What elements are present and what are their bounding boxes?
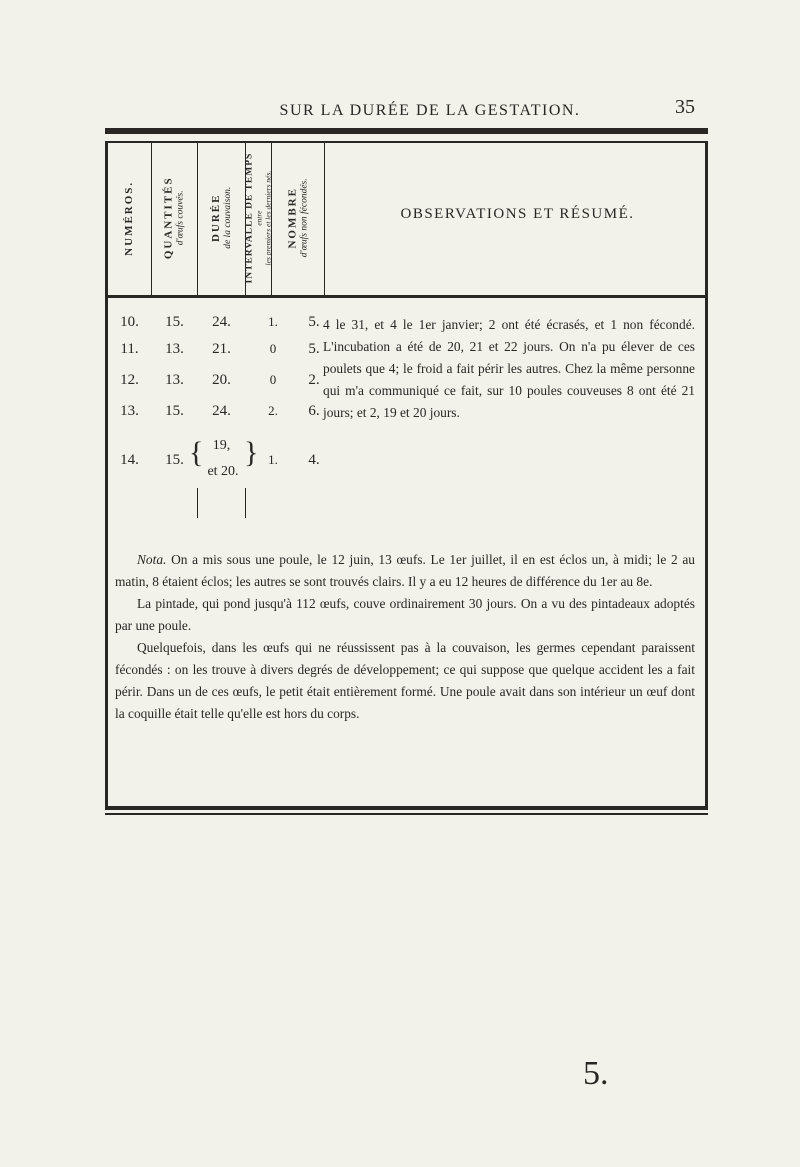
- left-brace: {: [189, 436, 204, 469]
- header-intervalle-sub2: les premiers et les derniers nés.: [262, 170, 272, 266]
- col-divider-5: [324, 142, 325, 295]
- cell-quantite: 15.: [165, 314, 184, 330]
- cell-duree: 21.: [212, 341, 231, 357]
- nota-label: Nota.: [137, 552, 167, 567]
- nota-paragraph-1: On a mis sous une poule, le 12 juin, 13 œufs. Le 1er juillet, il en est éclos un, à midi; le 2 au matin, 8 étaient éclos; les autres se sont trouvés clairs. Il y a eu 12 heures de différence du 1er au 8e.: [115, 552, 695, 589]
- header-duree-label: DURÉE: [209, 193, 222, 243]
- cell-non-fecondes: 5.: [308, 314, 320, 330]
- cell-numero: 14.: [120, 452, 139, 468]
- header-nombre: [272, 148, 324, 288]
- header-numeros-label: NUMÉROS.: [123, 180, 136, 256]
- header-quantites-label: QUANTITÉS: [162, 176, 175, 260]
- cell-intervalle: 0: [269, 372, 277, 387]
- nota-section: [115, 549, 695, 725]
- cell-numero: 13.: [120, 403, 139, 419]
- cell-numero: 10.: [120, 314, 139, 330]
- cell-non-fecondes: 6.: [308, 403, 320, 419]
- cell-intervalle: 1.: [268, 314, 278, 329]
- bottom-rule-thin: [105, 813, 708, 815]
- top-rule-thin: [105, 141, 708, 143]
- header-quantites-sub: d'œufs couvés.: [175, 190, 186, 246]
- cell-quantite: 13.: [165, 372, 184, 388]
- cell-quantite: 15.: [165, 452, 184, 468]
- right-border: [705, 142, 708, 808]
- cell-duree: 24.: [212, 403, 231, 419]
- cell-duree-b: et 20.: [207, 464, 239, 479]
- header-duree: [198, 148, 245, 288]
- cell-duree: 24.: [212, 314, 231, 330]
- observations-text: 4 le 31, et 4 le 1er janvier; 2 ont été écrasés, et 1 non fécondé. L'incubation a été de 20, 21 et 22 jours. On n'a pu élever de ces poulets que 4; le froid a fait périr les autres. Chez la même personne qui m'a communiqué ce fait, sur 10 poules couveuses 8 ont été 21 jours; et 2, 19 et 20 jours.: [323, 317, 695, 420]
- top-rule: [105, 128, 708, 134]
- header-rule: [108, 295, 705, 298]
- cell-intervalle: 2.: [268, 403, 278, 418]
- right-brace: }: [244, 436, 259, 469]
- cell-non-fecondes: 2.: [308, 372, 320, 388]
- header-intervalle: [246, 148, 271, 288]
- cell-intervalle: 0: [269, 341, 277, 356]
- cell-non-fecondes: 4.: [308, 452, 320, 468]
- page-number: 35: [675, 96, 695, 118]
- header-observations: OBSERVATIONS ET RÉSUMÉ.: [400, 206, 635, 222]
- signature-mark: 5.: [583, 1055, 609, 1092]
- cell-quantite: 13.: [165, 341, 184, 357]
- header-nombre-sub: d'œufs non fécondés.: [298, 178, 309, 258]
- header-intervalle-sub: entre: [254, 210, 264, 226]
- nota-paragraph-3: Quelquefois, dans les œufs qui ne réussissent pas à la couvaison, les germes cependant paraissent fécondés : on les trouve à divers degrés de développement; ce qui suppose que quelque accident les a fait périr. Dans un de ces œufs, le petit était entièrement formé. Une poule avait dans son intérieur un œuf dont la coquille était telle qu'elle est hors du corps.: [115, 640, 695, 721]
- gestation-table: [105, 128, 708, 817]
- nota-paragraph-2: La pintade, qui pond jusqu'à 112 œufs, couve ordinairement 30 jours. On a vu des pintadeaux adoptés par une poule.: [115, 596, 695, 633]
- cell-intervalle: 1.: [268, 452, 278, 467]
- header-intervalle-label: INTERVALLE DE TEMPS: [244, 152, 255, 284]
- header-numeros: [108, 148, 151, 288]
- body-divider-3: [245, 488, 246, 518]
- header-duree-sub: de la couvaison.: [222, 186, 233, 250]
- bottom-rule: [105, 806, 708, 810]
- cell-non-fecondes: 5.: [308, 341, 320, 357]
- cell-numero: 12.: [120, 372, 139, 388]
- cell-duree: 19,: [212, 438, 231, 453]
- cell-duree: 20.: [212, 372, 231, 388]
- cell-quantite: 15.: [165, 403, 184, 419]
- cell-numero: 11.: [120, 341, 139, 357]
- header-nombre-label: NOMBRE: [286, 187, 299, 249]
- header-quantites: [152, 148, 197, 288]
- body-divider-2: [197, 488, 198, 518]
- running-head: SUR LA DURÉE DE LA GESTATION.: [279, 102, 581, 119]
